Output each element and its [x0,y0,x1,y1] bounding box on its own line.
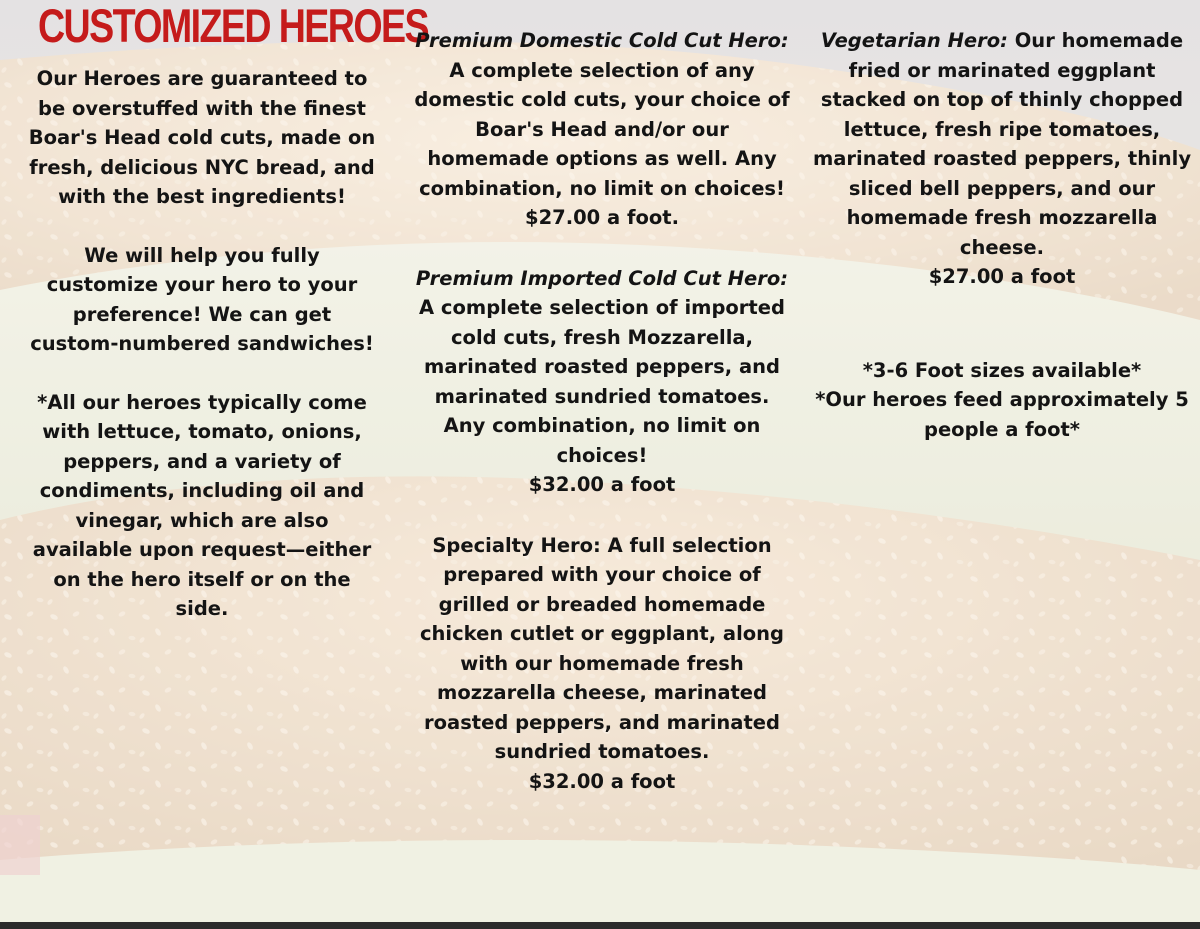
hero-column-right [806,26,1198,444]
page-title: CUSTOMIZED HEROES [38,0,428,52]
hero-column-middle [412,26,792,796]
toppings-note: *All our heroes typically come with lettuce, tomato, onions, peppers, and a variety of condiments, including oil and vinegar, which are also available upon request—either on the hero itself or on the side. [32,390,372,620]
hero-price: $32.00 a foot [528,473,676,496]
guarantee-text: Our Heroes are guaranteed to be overstuffed with the finest Boar's Head cold cuts, made on fresh, delicious NYC bread, and with the best ingredients! [28,67,376,208]
hero-name: Premium Domestic Cold Cut Hero: [415,29,789,52]
hero-description: Our homemade fried or marinated eggplant stacked on top of thinly chopped lettuce, fresh ripe tomatoes, marinated roasted peppers, thinly sliced bell peppers, and our homemade fresh mozzarella cheese. [812,29,1192,259]
servings-note: *Our heroes feed approximately 5 people a foot* [815,388,1189,441]
hero-price: $27.00 a foot. [525,206,679,229]
hero-description: A complete selection of any domestic cold cuts, your choice of Boar's Head and/or our homemade options as well. Any combination, no limit on choices! [414,58,790,200]
bottom-edge-bar [0,922,1200,929]
hero-name: Specialty Hero: [432,533,608,557]
hero-price: $32.00 a foot [528,769,676,793]
hero-description: A complete selection of imported cold cuts, fresh Mozzarella, marinated roasted peppers, and marinated sundried tomatoes. Any combination, no limit on choices! [419,296,785,467]
hero-name: Premium Imported Cold Cut Hero: [415,266,789,290]
intro-column [28,64,376,624]
hero-item-domestic [412,26,792,233]
hero-price: $27.00 a foot [928,265,1076,288]
hero-item-vegetarian [806,26,1198,292]
hero-item-specialty [412,531,792,797]
hero-item-imported [412,264,792,500]
sizes-note: *3-6 Foot sizes available* [862,358,1142,382]
hero-name: Vegetarian Hero: [820,29,1015,52]
hero-description: A full selection prepared with your choice of grilled or breaded homemade chicken cutlet or eggplant, along with our homemade fresh mozzarella cheese, marinated roasted peppers, and marinated sundried tomatoes. [419,533,785,763]
customize-text: We will help you fully customize your hero to your preference! We can get custom-numbered sandwiches! [30,243,374,355]
